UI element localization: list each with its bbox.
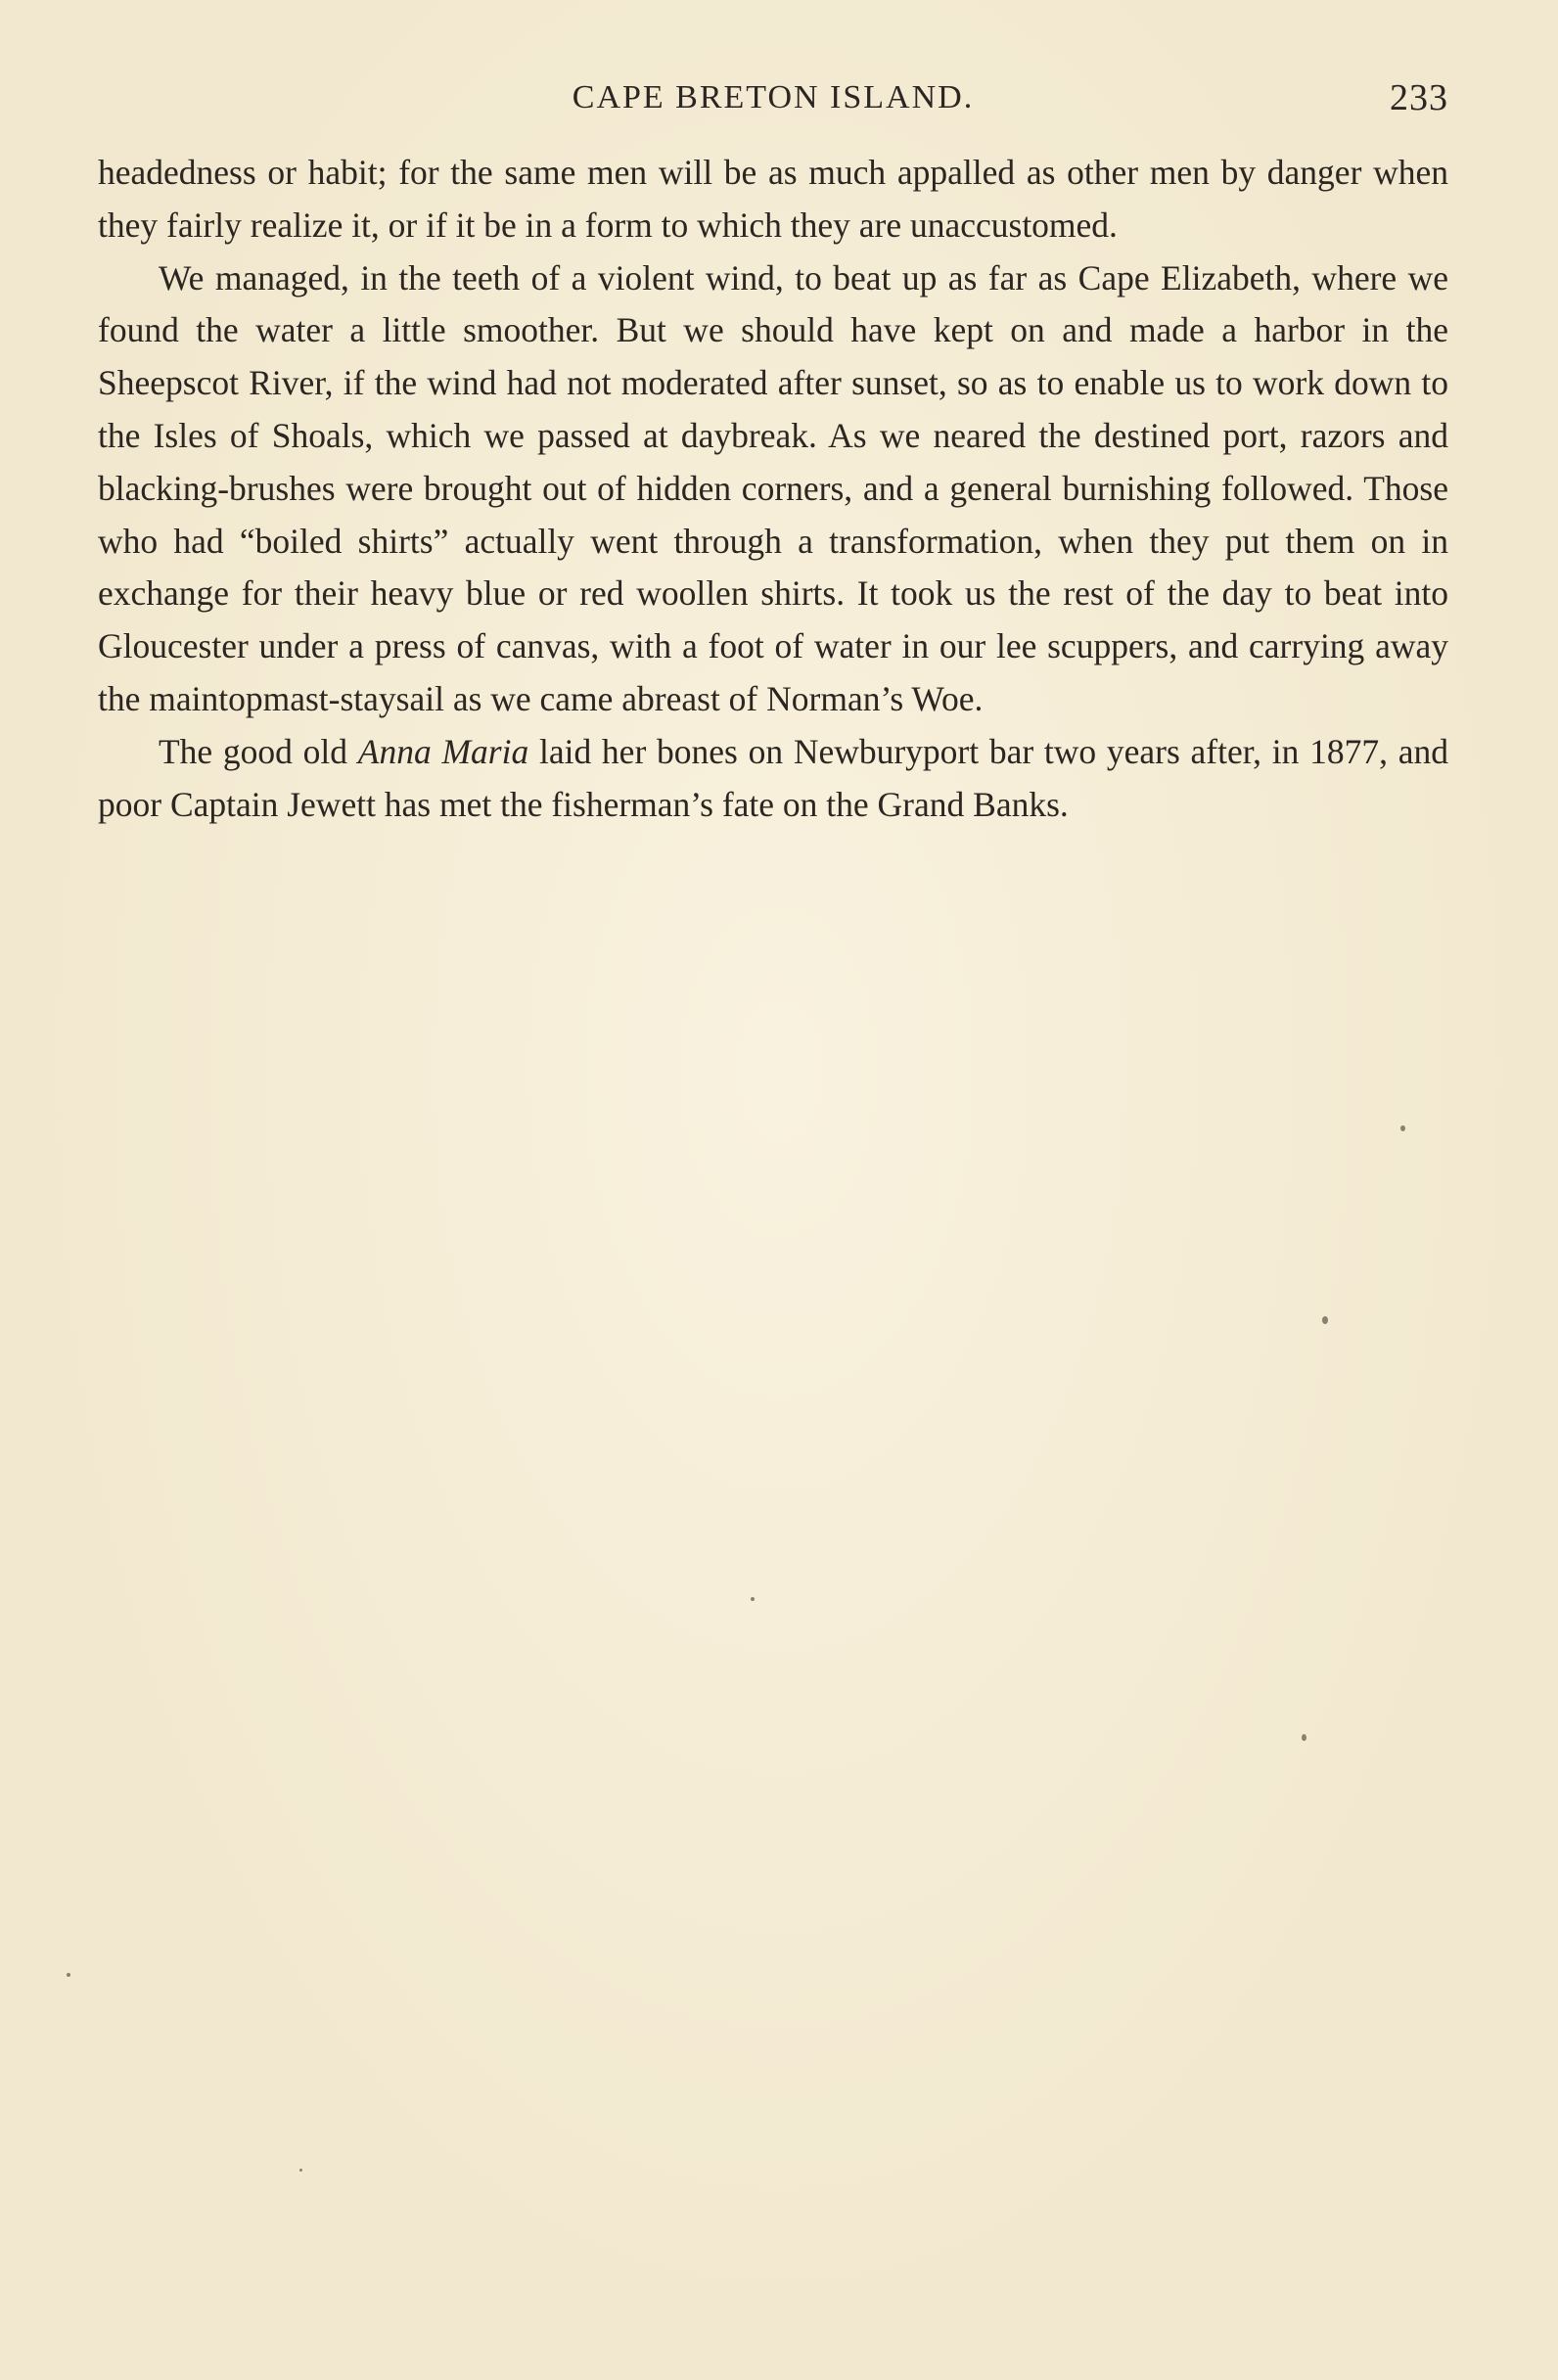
paragraph-2: We managed, in the teeth of a violent wind, to beat up as far as Cape Elizabeth, where we found the water a little smoother. But we should have kept on and made a harbor in the Sheepscot River, if the wind had not moderated after sunset, so as to enable us to work down to the Isles of Shoals, which we passed at daybreak. As we neared the destined port, razors and blacking-brushes were brought out of hidden corners, and a general burnishing followed. Those who had “boiled shirts” actually went through a transformation, when they put them on in exchange for their heavy blue or red woollen shirts. It took us the rest of the day to beat into Gloucester under a press of canvas, with a foot of water in our lee scuppers, and carrying away the maintopmast-staysail as we came abreast of Norman’s Woe. [98, 257, 1448, 718]
paragraph-1: headedness or habit; for the same men will be as much appalled as other men by danger when they fairly realize it, or if it be in a form to which they are unaccustomed. [98, 153, 1448, 245]
paragraph-3-end: laid her bones on Newburyport bar two years after, in 1877, and poor Captain Jewett has met the fisherman’s fate on the Grand Banks. [98, 731, 1448, 824]
running-title: CAPE BRETON ISLAND. [572, 79, 975, 115]
paper-speck [299, 2169, 302, 2172]
ship-name: Anna Maria [357, 731, 529, 771]
paper-speck [1322, 1316, 1328, 1324]
paragraph-3-start: The good old [159, 731, 358, 771]
paper-speck [751, 1597, 755, 1601]
paragraph-3 [98, 726, 1448, 832]
running-head [98, 74, 1448, 121]
paper-speck [1400, 1125, 1405, 1131]
paper-speck [67, 1973, 70, 1977]
body-text [98, 147, 1448, 831]
paper-speck [1302, 1734, 1306, 1741]
page-number: 233 [1390, 77, 1448, 118]
